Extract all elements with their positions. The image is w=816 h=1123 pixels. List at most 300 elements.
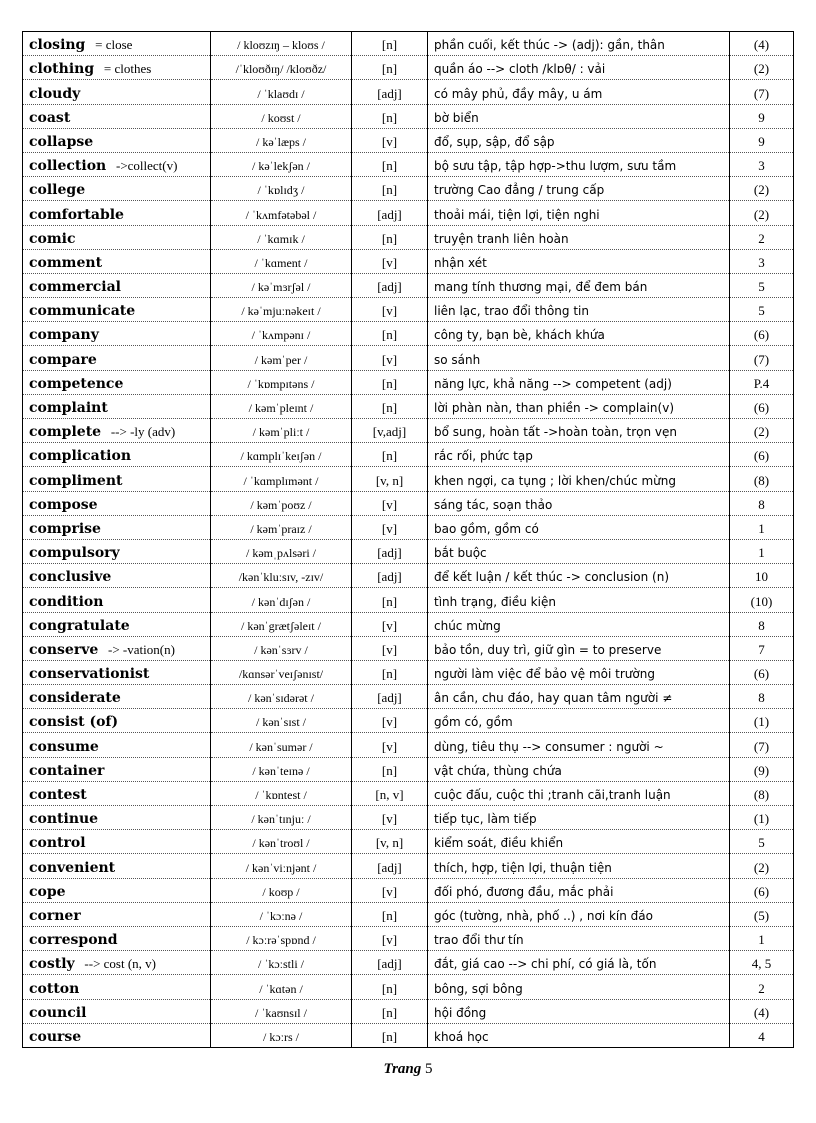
unit-cell: (8) [730, 781, 794, 805]
unit-cell: 4 [730, 1023, 794, 1047]
unit-cell: 1 [730, 926, 794, 950]
unit-cell: 8 [730, 612, 794, 636]
table-row [23, 636, 794, 660]
part-of-speech-cell: [adj] [352, 951, 428, 975]
headword: cope [29, 883, 66, 900]
headword: complication [29, 448, 131, 465]
pronunciation-cell: / ˈkʌmpənɪ / [211, 322, 352, 346]
word-cell [23, 491, 211, 515]
table-row [23, 370, 794, 394]
meaning-cell: liên lạc, trao đổi thông tin [428, 298, 730, 322]
table-row [23, 709, 794, 733]
word-note: -> -vation(n) [108, 641, 175, 657]
table-row [23, 878, 794, 902]
table-row [23, 491, 794, 515]
pronunciation-cell: / ˈkɑment / [211, 249, 352, 273]
unit-cell: (6) [730, 322, 794, 346]
meaning-cell: người làm việc để bảo vệ môi trường [428, 660, 730, 684]
part-of-speech-cell: [n] [352, 660, 428, 684]
part-of-speech-cell: [n] [352, 370, 428, 394]
unit-cell: (10) [730, 588, 794, 612]
meaning-cell: bao gồm, gồm có [428, 515, 730, 539]
word-note: ->collect(v) [115, 158, 178, 174]
table-row [23, 539, 794, 563]
unit-cell: 9 [730, 104, 794, 128]
pronunciation-cell: / ˈkʌmfətəbəl / [211, 201, 352, 225]
word-note: = close [95, 37, 133, 53]
unit-cell: (8) [730, 467, 794, 491]
headword: control [29, 835, 86, 852]
pronunciation-cell: / ˈkɒlɪdʒ / [211, 177, 352, 201]
headword: comfortable [29, 206, 124, 223]
headword: compose [29, 496, 98, 513]
word-cell [23, 443, 211, 467]
headword: consist (of) [29, 714, 119, 731]
word-cell [23, 975, 211, 999]
word-cell [23, 298, 211, 322]
pronunciation-cell: / kəmˌpʌlsəri / [211, 539, 352, 563]
table-row [23, 152, 794, 176]
unit-cell: 5 [730, 298, 794, 322]
headword: company [29, 327, 99, 344]
meaning-cell: đối phó, đương đầu, mắc phải [428, 878, 730, 902]
pronunciation-cell: / kəmˈpleɪnt / [211, 394, 352, 418]
headword: congratulate [29, 617, 130, 634]
word-note: --> cost (n, v) [84, 956, 157, 972]
part-of-speech-cell: [v] [352, 806, 428, 830]
meaning-cell: ân cần, chu đáo, hay quan tâm người ≠ [428, 685, 730, 709]
meaning-cell: mang tính thương mại, để đem bán [428, 273, 730, 297]
part-of-speech-cell: [adj] [352, 685, 428, 709]
word-cell [23, 273, 211, 297]
headword: compulsory [29, 545, 120, 562]
headword: conclusive [29, 569, 112, 586]
part-of-speech-cell: [n] [352, 757, 428, 781]
headword: condition [29, 593, 104, 610]
pronunciation-cell: / kənˈviːnjənt / [211, 854, 352, 878]
pronunciation-cell: /kənˈkluːsɪv, -zɪv/ [211, 564, 352, 588]
word-cell [23, 152, 211, 176]
meaning-cell: chúc mừng [428, 612, 730, 636]
pronunciation-cell: / ˈkɑmplɪmənt / [211, 467, 352, 491]
pronunciation-cell: / kənˈsɪst / [211, 709, 352, 733]
headword: clothing [29, 61, 95, 78]
pronunciation-cell: / ˈkɑmɪk / [211, 225, 352, 249]
pronunciation-cell: / kɔːrs / [211, 1023, 352, 1047]
meaning-cell: khen ngợi, ca tụng ; lời khen/chúc mừng [428, 467, 730, 491]
meaning-cell: cuộc đấu, cuộc thi ;tranh cãi,tranh luận [428, 781, 730, 805]
pronunciation-cell: / koʊst / [211, 104, 352, 128]
table-row [23, 975, 794, 999]
meaning-cell: gồm có, gồm [428, 709, 730, 733]
table-row [23, 781, 794, 805]
unit-cell: (2) [730, 854, 794, 878]
table-row [23, 225, 794, 249]
unit-cell: 8 [730, 491, 794, 515]
part-of-speech-cell: [v] [352, 878, 428, 902]
word-cell [23, 781, 211, 805]
table-row [23, 951, 794, 975]
meaning-cell: truyện tranh liên hoàn [428, 225, 730, 249]
table-row [23, 177, 794, 201]
word-cell [23, 757, 211, 781]
part-of-speech-cell: [adj] [352, 564, 428, 588]
unit-cell: (4) [730, 999, 794, 1023]
unit-cell: (6) [730, 660, 794, 684]
page-number: 5 [425, 1061, 433, 1077]
word-cell [23, 539, 211, 563]
part-of-speech-cell: [adj] [352, 273, 428, 297]
part-of-speech-cell: [n, v] [352, 781, 428, 805]
part-of-speech-cell: [n] [352, 975, 428, 999]
word-cell [23, 346, 211, 370]
word-cell [23, 394, 211, 418]
table-row [23, 926, 794, 950]
headword: collection [29, 158, 107, 175]
table-row [23, 660, 794, 684]
meaning-cell: khoá học [428, 1023, 730, 1047]
meaning-cell: phần cuối, kết thúc -> (adj): gần, thân [428, 32, 730, 56]
meaning-cell: tiếp tục, làm tiếp [428, 806, 730, 830]
table-row [23, 32, 794, 56]
headword: closing [29, 37, 86, 54]
meaning-cell: thích, hợp, tiện lợi, thuận tiện [428, 854, 730, 878]
part-of-speech-cell: [v, n] [352, 467, 428, 491]
headword: comic [29, 230, 76, 247]
part-of-speech-cell: [v] [352, 346, 428, 370]
meaning-cell: góc (tường, nhà, phố ..) , nơi kín đáo [428, 902, 730, 926]
word-cell [23, 249, 211, 273]
word-note: --> -ly (adv) [110, 424, 176, 440]
table-row [23, 564, 794, 588]
part-of-speech-cell: [n] [352, 394, 428, 418]
part-of-speech-cell: [adj] [352, 201, 428, 225]
word-cell [23, 854, 211, 878]
pronunciation-cell: / kəˈmɜrʃəl / [211, 273, 352, 297]
table-row [23, 249, 794, 273]
part-of-speech-cell: [adj] [352, 854, 428, 878]
headword: collapse [29, 133, 94, 150]
vocabulary-table-body [23, 32, 794, 1048]
word-cell [23, 32, 211, 56]
headword: conservationist [29, 666, 150, 683]
part-of-speech-cell: [v] [352, 733, 428, 757]
table-row [23, 80, 794, 104]
part-of-speech-cell: [n] [352, 443, 428, 467]
unit-cell: (2) [730, 56, 794, 80]
part-of-speech-cell: [v] [352, 709, 428, 733]
word-cell [23, 709, 211, 733]
word-cell [23, 128, 211, 152]
pronunciation-cell: / kəˈlæps / [211, 128, 352, 152]
pronunciation-cell: / kəmˈpliːt / [211, 419, 352, 443]
pronunciation-cell: / ˈkaʊnsɪl / [211, 999, 352, 1023]
pronunciation-cell: / ˈkɒmpɪtəns / [211, 370, 352, 394]
unit-cell: (2) [730, 177, 794, 201]
unit-cell: (7) [730, 80, 794, 104]
meaning-cell: kiểm soát, điều khiển [428, 830, 730, 854]
table-row [23, 588, 794, 612]
headword: cloudy [29, 85, 81, 102]
part-of-speech-cell: [v] [352, 612, 428, 636]
unit-cell: (2) [730, 419, 794, 443]
word-cell [23, 733, 211, 757]
word-cell [23, 951, 211, 975]
unit-cell: 2 [730, 975, 794, 999]
table-row [23, 999, 794, 1023]
word-cell [23, 370, 211, 394]
word-cell [23, 564, 211, 588]
table-row [23, 1023, 794, 1047]
meaning-cell: sáng tác, soạn thảo [428, 491, 730, 515]
table-row [23, 346, 794, 370]
pronunciation-cell: / kɔːrəˈspɒnd / [211, 926, 352, 950]
headword: considerate [29, 690, 121, 707]
pronunciation-cell: / kənˈteɪnə / [211, 757, 352, 781]
word-cell [23, 902, 211, 926]
headword: complaint [29, 400, 108, 416]
pronunciation-cell: / kənˈtɪnjuː / [211, 806, 352, 830]
meaning-cell: trao đổi thư tín [428, 926, 730, 950]
part-of-speech-cell: [v] [352, 515, 428, 539]
headword: competence [29, 375, 124, 392]
meaning-cell: vật chứa, thùng chứa [428, 757, 730, 781]
meaning-cell: bắt buộc [428, 539, 730, 563]
word-cell [23, 878, 211, 902]
part-of-speech-cell: [n] [352, 177, 428, 201]
part-of-speech-cell: [n] [352, 152, 428, 176]
unit-cell: (6) [730, 394, 794, 418]
part-of-speech-cell: [v] [352, 926, 428, 950]
unit-cell: (4) [730, 32, 794, 56]
pronunciation-cell: /ˈkloʊðɪŋ/ /kloʊðz/ [211, 56, 352, 80]
headword: consume [29, 738, 99, 755]
unit-cell: (9) [730, 757, 794, 781]
unit-cell: (2) [730, 201, 794, 225]
word-cell [23, 806, 211, 830]
unit-cell: 10 [730, 564, 794, 588]
meaning-cell: để kết luận / kết thúc -> conclusion (n) [428, 564, 730, 588]
table-row [23, 394, 794, 418]
unit-cell: 1 [730, 539, 794, 563]
table-row [23, 104, 794, 128]
word-cell [23, 322, 211, 346]
part-of-speech-cell: [v] [352, 128, 428, 152]
part-of-speech-cell: [v] [352, 636, 428, 660]
table-row [23, 322, 794, 346]
meaning-cell: tình trạng, điều kiện [428, 588, 730, 612]
table-row [23, 273, 794, 297]
table-row [23, 830, 794, 854]
meaning-cell: bảo tồn, duy trì, giữ gìn = to preserve [428, 636, 730, 660]
word-cell [23, 999, 211, 1023]
pronunciation-cell: /kɑnsərˈveɪʃənɪst/ [211, 660, 352, 684]
word-cell [23, 515, 211, 539]
word-cell [23, 1023, 211, 1047]
unit-cell: 8 [730, 685, 794, 709]
unit-cell: 7 [730, 636, 794, 660]
pronunciation-cell: / kəˈmjuːnəkeɪt / [211, 298, 352, 322]
pronunciation-cell: / kənˈdɪʃən / [211, 588, 352, 612]
unit-cell: 1 [730, 515, 794, 539]
unit-cell: (7) [730, 733, 794, 757]
meaning-cell: dùng, tiêu thụ --> consumer : người ~ [428, 733, 730, 757]
part-of-speech-cell: [v] [352, 298, 428, 322]
table-row [23, 128, 794, 152]
table-row [23, 467, 794, 491]
headword: convenient [29, 859, 116, 876]
headword: compliment [29, 472, 123, 489]
headword: container [29, 762, 105, 779]
table-row [23, 56, 794, 80]
pronunciation-cell: / kɑmplɪˈkeɪʃən / [211, 443, 352, 467]
pronunciation-cell: / kəmˈpoʊz / [211, 491, 352, 515]
part-of-speech-cell: [n] [352, 104, 428, 128]
unit-cell: 2 [730, 225, 794, 249]
word-cell [23, 926, 211, 950]
meaning-cell: trường Cao đẳng / trung cấp [428, 177, 730, 201]
pronunciation-cell: / kloʊzɪŋ – kloʊs / [211, 32, 352, 56]
part-of-speech-cell: [n] [352, 322, 428, 346]
table-row [23, 757, 794, 781]
headword: college [29, 182, 86, 199]
unit-cell: 4, 5 [730, 951, 794, 975]
unit-cell: 3 [730, 152, 794, 176]
part-of-speech-cell: [v] [352, 249, 428, 273]
headword: compare [29, 351, 97, 368]
headword: coast [29, 109, 71, 126]
page-label: Trang [383, 1061, 422, 1077]
table-row [23, 298, 794, 322]
page-footer [0, 1061, 816, 1078]
headword: correspond [29, 932, 118, 949]
pronunciation-cell: / ˈkɒntest / [211, 781, 352, 805]
pronunciation-cell: / kənˈtroʊl / [211, 830, 352, 854]
unit-cell: (6) [730, 878, 794, 902]
word-cell [23, 588, 211, 612]
word-cell [23, 636, 211, 660]
meaning-cell: đắt, giá cao --> chi phí, có giá là, tốn [428, 951, 730, 975]
meaning-cell: công ty, bạn bè, khách khứa [428, 322, 730, 346]
meaning-cell: thoải mái, tiện lợi, tiện nghi [428, 201, 730, 225]
meaning-cell: bổ sung, hoàn tất ->hoàn toàn, trọn vẹn [428, 419, 730, 443]
headword: commercial [29, 279, 122, 296]
meaning-cell: quần áo --> cloth /klɒθ/ : vải [428, 56, 730, 80]
pronunciation-cell: / kəmˈper / [211, 346, 352, 370]
unit-cell: (6) [730, 443, 794, 467]
headword: communicate [29, 303, 136, 320]
word-note: = clothes [103, 61, 152, 77]
table-row [23, 902, 794, 926]
meaning-cell: hội đồng [428, 999, 730, 1023]
headword: council [29, 1004, 87, 1021]
pronunciation-cell: / kəmˈpraɪz / [211, 515, 352, 539]
headword: cotton [29, 980, 80, 997]
part-of-speech-cell: [v, n] [352, 830, 428, 854]
word-cell [23, 612, 211, 636]
headword: comprise [29, 520, 101, 537]
pronunciation-cell: / kənˈsumər / [211, 733, 352, 757]
headword: course [29, 1028, 82, 1045]
pronunciation-cell: / kəˈlekʃən / [211, 152, 352, 176]
pronunciation-cell: / koʊp / [211, 878, 352, 902]
word-cell [23, 660, 211, 684]
pronunciation-cell: / ˈkɑtən / [211, 975, 352, 999]
table-row [23, 443, 794, 467]
part-of-speech-cell: [n] [352, 56, 428, 80]
part-of-speech-cell: [n] [352, 32, 428, 56]
part-of-speech-cell: [adj] [352, 539, 428, 563]
headword: contest [29, 787, 87, 803]
unit-cell: 9 [730, 128, 794, 152]
word-cell [23, 177, 211, 201]
headword: continue [29, 811, 99, 828]
meaning-cell: có mây phủ, đầy mây, u ám [428, 80, 730, 104]
unit-cell: (7) [730, 346, 794, 370]
vocabulary-table [22, 31, 794, 1048]
part-of-speech-cell: [n] [352, 902, 428, 926]
word-cell [23, 467, 211, 491]
headword: costly [29, 956, 75, 973]
word-cell [23, 225, 211, 249]
part-of-speech-cell: [n] [352, 225, 428, 249]
part-of-speech-cell: [n] [352, 1023, 428, 1047]
word-cell [23, 80, 211, 104]
unit-cell: P.4 [730, 370, 794, 394]
unit-cell: 5 [730, 830, 794, 854]
part-of-speech-cell: [n] [352, 999, 428, 1023]
table-row [23, 515, 794, 539]
pronunciation-cell: / ˈkɔːnə / [211, 902, 352, 926]
word-cell [23, 104, 211, 128]
word-cell [23, 685, 211, 709]
meaning-cell: nhận xét [428, 249, 730, 273]
meaning-cell: bộ sưu tập, tập hợp->thu lượm, sưu tầm [428, 152, 730, 176]
part-of-speech-cell: [adj] [352, 80, 428, 104]
unit-cell: 3 [730, 249, 794, 273]
unit-cell: 5 [730, 273, 794, 297]
meaning-cell: so sánh [428, 346, 730, 370]
table-row [23, 854, 794, 878]
meaning-cell: bờ biển [428, 104, 730, 128]
meaning-cell: lời phàn nàn, than phiền -> complain(v) [428, 394, 730, 418]
part-of-speech-cell: [n] [352, 588, 428, 612]
pronunciation-cell: / kənˈgrætʃəleɪt / [211, 612, 352, 636]
headword: corner [29, 907, 81, 924]
table-row [23, 733, 794, 757]
meaning-cell: năng lực, khả năng --> competent (adj) [428, 370, 730, 394]
unit-cell: (1) [730, 709, 794, 733]
headword: conserve [29, 641, 99, 658]
unit-cell: (1) [730, 806, 794, 830]
table-row [23, 419, 794, 443]
pronunciation-cell: / kənˈsɜrv / [211, 636, 352, 660]
pronunciation-cell: / kənˈsɪdərət / [211, 685, 352, 709]
part-of-speech-cell: [v,adj] [352, 419, 428, 443]
part-of-speech-cell: [v] [352, 491, 428, 515]
table-row [23, 201, 794, 225]
unit-cell: (5) [730, 902, 794, 926]
table-row [23, 806, 794, 830]
meaning-cell: đổ, sụp, sập, đổ sập [428, 128, 730, 152]
table-row [23, 612, 794, 636]
headword: comment [29, 254, 103, 271]
table-row [23, 685, 794, 709]
meaning-cell: bông, sợi bông [428, 975, 730, 999]
pronunciation-cell: / ˈklaʊdɪ / [211, 80, 352, 104]
pronunciation-cell: / ˈkɔːstli / [211, 951, 352, 975]
word-cell [23, 830, 211, 854]
